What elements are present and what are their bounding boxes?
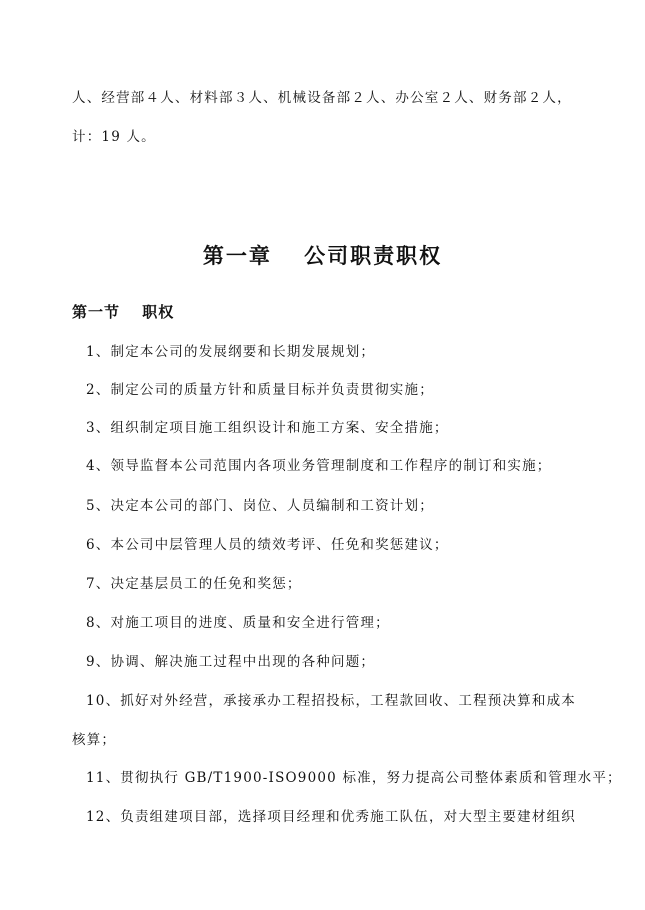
list-item-8: 8、对施工项目的进度、质量和安全进行管理； bbox=[86, 615, 390, 631]
list-item-3: 3、组织制定项目施工组织设计和施工方案、安全措施； bbox=[86, 420, 449, 436]
list-item-10-continuation: 核算； bbox=[72, 732, 117, 748]
list-item-1: 1、制定本公司的发展纲要和长期发展规划； bbox=[86, 344, 376, 360]
list-item-7: 7、决定基层员工的任免和奖惩； bbox=[86, 576, 302, 592]
section-title: 第一节 职权 bbox=[72, 303, 175, 321]
intro-line-2: 计：19 人。 bbox=[72, 129, 156, 145]
list-item-5: 5、决定本公司的部门、岗位、人员编制和工资计划； bbox=[86, 498, 434, 514]
intro-line-1: 人、经营部４人、材料部３人、机械设备部２人、办公室２人、财务部２人， bbox=[72, 90, 572, 106]
list-item-2: 2、制定公司的质量方针和质量目标并负责贯彻实施； bbox=[86, 382, 434, 398]
list-item-6: 6、本公司中层管理人员的绩效考评、任免和奖惩建议； bbox=[86, 537, 449, 553]
list-item-11: 11、贯彻执行 GB/T1900-ISO9000 标准，努力提高公司整体素质和管理水平； bbox=[86, 770, 622, 786]
list-item-9: 9、协调、解决施工过程中出现的各种问题； bbox=[86, 654, 376, 670]
list-item-10: 10、抓好对外经营，承接承办工程招投标，工程款回收、工程预决算和成本 bbox=[86, 693, 576, 709]
list-item-4: 4、领导监督本公司范围内各项业务管理制度和工作程序的制订和实施； bbox=[86, 458, 552, 474]
chapter-title: 第一章 公司职责职权 bbox=[202, 244, 443, 268]
list-item-12: 12、负责组建项目部，选择项目经理和优秀施工队伍，对大型主要建材组织 bbox=[86, 809, 576, 825]
